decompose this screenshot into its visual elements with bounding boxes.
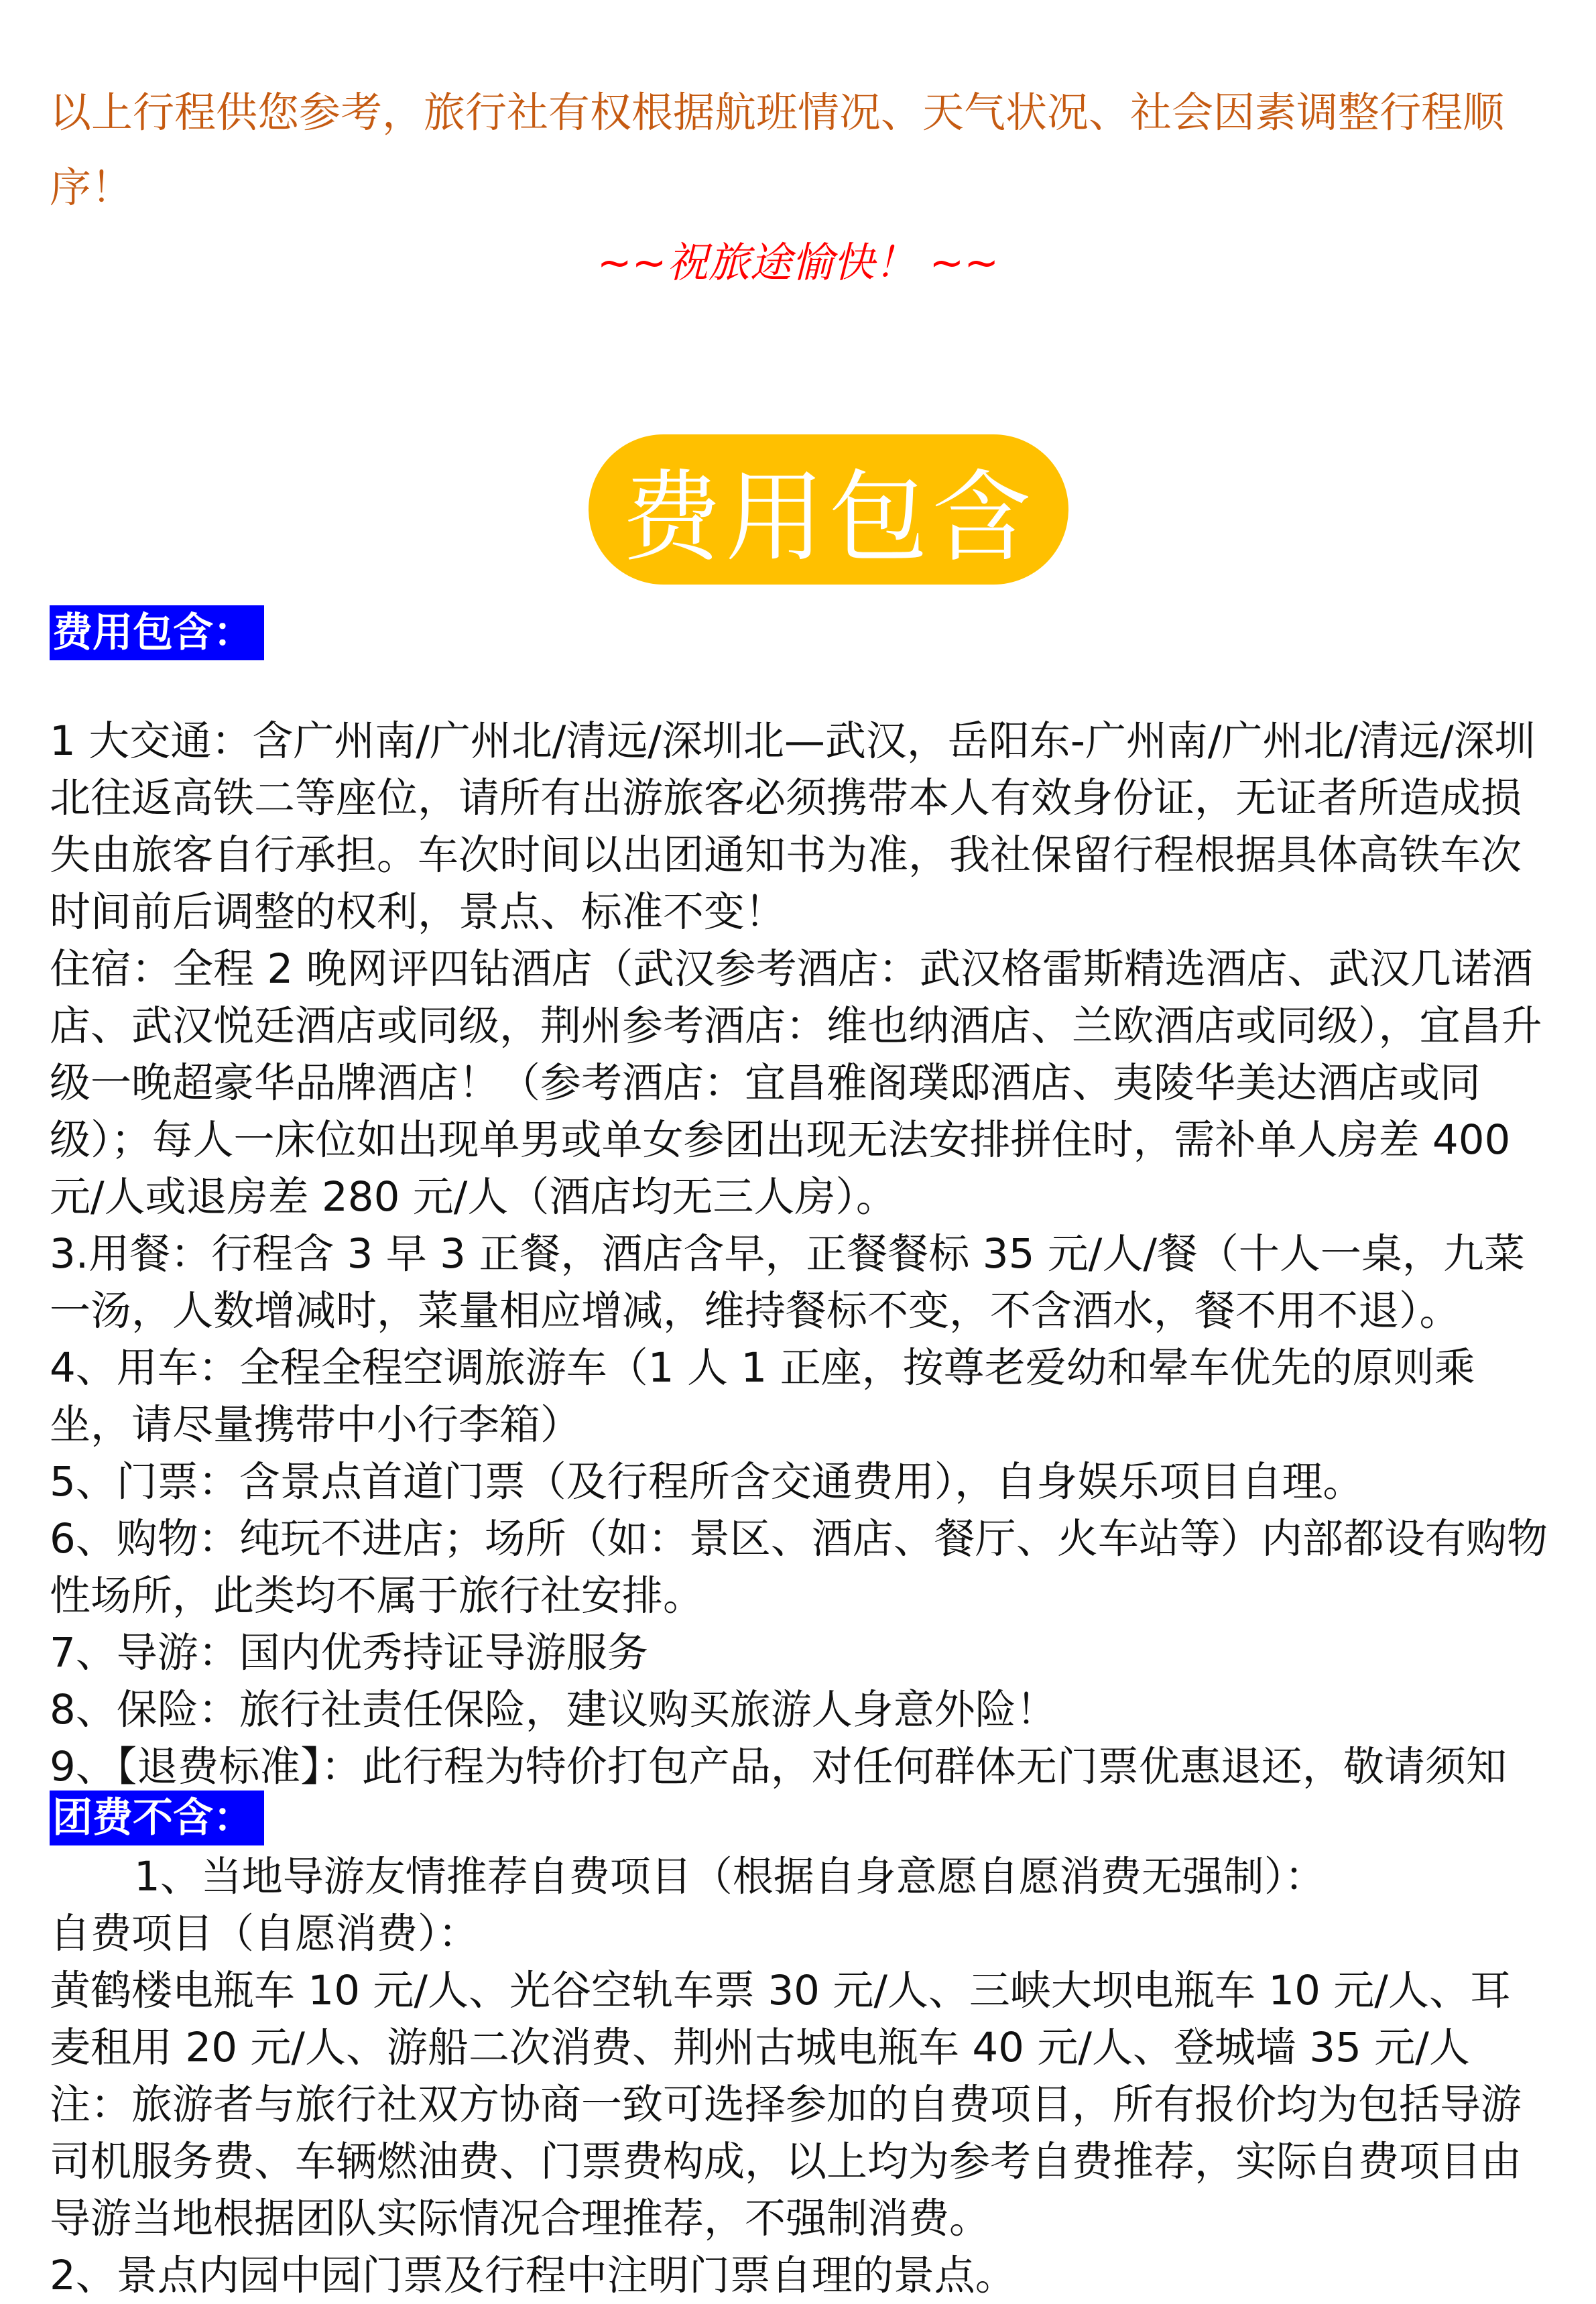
fee-excludes-list — [50, 1848, 1551, 2304]
fee-excludes-heading: 团费不含： — [50, 1791, 264, 1845]
itinerary-notice: 以上行程供您参考，旅行社有权根据航班情况、天气状况、社会因素调整行程顺序！ — [50, 88, 1505, 212]
exclude-item-optional-prices: 黄鹤楼电瓶车 10 元/人、光谷空轨车票 30 元/人、三峡大坝电瓶车 10 元/人、耳麦租用 20 元/人、游船二次消费、荆州古城电瓶车 40 元/人、登城墙 35 元/人 — [50, 1967, 1511, 2071]
include-item-transport: 1 大交通：含广州南/广州北/清远/深圳北—武汉，岳阳东-广州南/广州北/清远/深圳北往返高铁二等座位，请所有出游旅客必须携带本人有效身份证，无证者所造成损失由旅客自行承担。车次时间以出团通知书为准，我社保留行程根据具体高铁车次时间前后调整的权利，景点、标准不变！ — [50, 717, 1536, 936]
include-item-vehicle: 4、用车：全程全程空调旅游车（1 人 1 正座，按尊老爱幼和晕车优先的原则乘坐，请尽量携带中小行李箱） — [50, 1344, 1475, 1449]
include-item-tickets: 5、门票：含景点首道门票（及行程所含交通费用），自身娱乐项目自理。 — [50, 1458, 1364, 1506]
include-item-hotel: 住宿：全程 2 晚网评四钻酒店（武汉参考酒店：武汉格雷斯精选酒店、武汉几诺酒店、武汉悦廷酒店或同级，荆州参考酒店：维也纳酒店、兰欧酒店或同级），宜昌升级一晚超豪华品牌酒店！（参考酒店：宜昌雅阁璞邸酒店、夷陵华美达酒店或同级）；每人一床位如出现单男或单女参团出现无法安排拼住时，需补单人房差 400 元/人或退房差 280 元/人（酒店均无三人房）。 — [50, 945, 1542, 1221]
include-item-refund: 9、【退费标准】：此行程为特价打包产品，对任何群体无门票优惠退还，敬请须知 — [50, 1743, 1507, 1791]
exclude-item-note: 注：旅游者与旅行社双方协商一致可选择参加的自费项目，所有报价均为包括导游司机服务费、车辆燃油费、门票费构成，以上均为参考自费推荐，实际自费项目由导游当地根据团队实际情况合理推荐，不强制消费。 — [50, 2081, 1522, 2242]
travel-wish: ~~祝旅途愉快！ ~~ — [597, 238, 999, 287]
fee-includes-heading: 费用包含： — [50, 605, 264, 660]
include-item-shopping: 6、购物：纯玩不进店；场所（如：景区、酒店、餐厅、火车站等）内部都设有购物性场所，此类均不属于旅行社安排。 — [50, 1515, 1548, 1620]
exclude-item-optional-intro: 1、当地导游友情推荐自费项目（根据自身意愿自愿消费无强制）： — [134, 1853, 1326, 1900]
include-item-meals: 3.用餐：行程含 3 早 3 正餐，酒店含早，正餐餐标 35 元/人/餐（十人一桌，九菜一汤，人数增减时，菜量相应增减，维持餐标不变，不含酒水，餐不用不退）。 — [50, 1230, 1525, 1335]
exclude-item-extra-tickets: 2、景点内园中园门票及行程中注明门票自理的景点。 — [50, 2252, 1016, 2299]
include-item-guide: 7、导游：国内优秀持证导游服务 — [50, 1629, 648, 1677]
include-item-insurance: 8、保险：旅行社责任保险，建议购买旅游人身意外险！ — [50, 1686, 1057, 1734]
exclude-item-optional-label: 自费项目（自愿消费）： — [50, 1910, 479, 1957]
fee-includes-banner: 费用包含 — [589, 434, 1068, 585]
fee-includes-list — [50, 713, 1551, 1795]
